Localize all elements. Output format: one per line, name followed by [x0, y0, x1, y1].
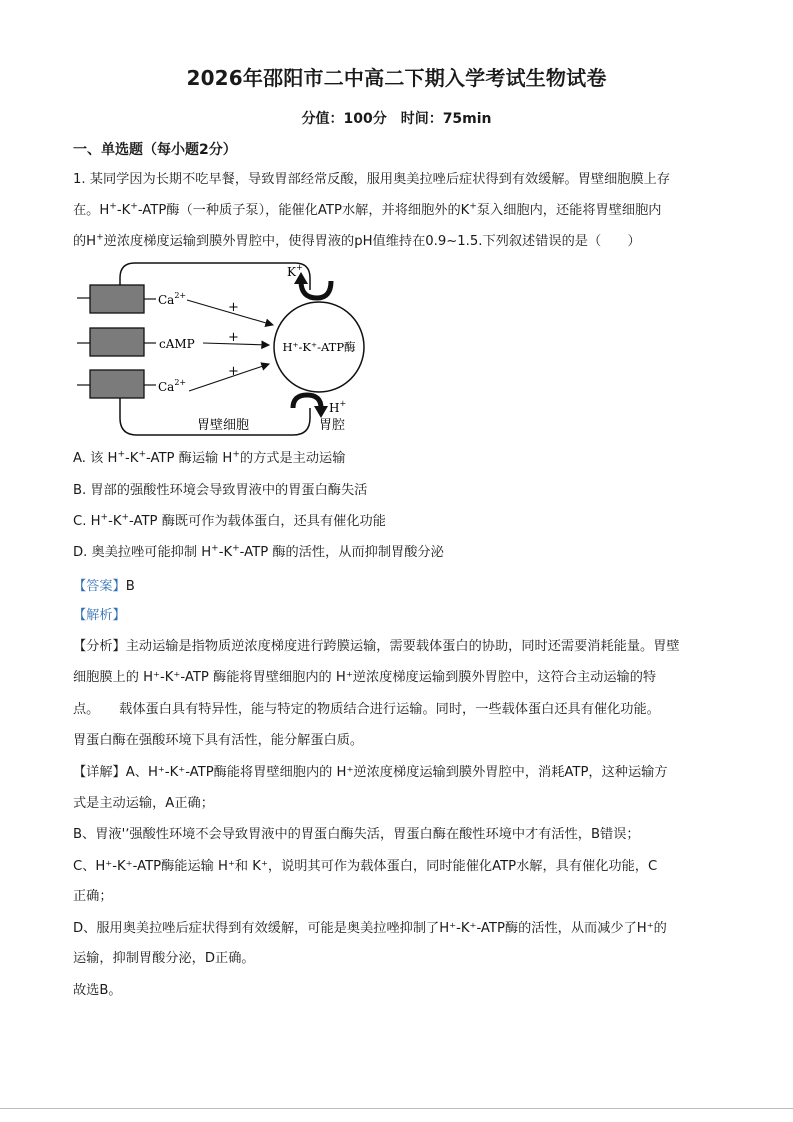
- option-b: B. 胃部的强酸性环境会导致胃液中的胃蛋白酶失活: [73, 483, 368, 498]
- exam-subtitle: 分值：100分 时间：75min: [301, 111, 492, 127]
- answer-label: 【答案】: [73, 579, 126, 594]
- stem-seg: -K: [116, 203, 131, 218]
- analysis-p4-line1: C、H⁺-K⁺-ATP酶能运输 H⁺和 K⁺，说明其可作为载体蛋白，同时能催化ATP水解，具有催化功能，C: [73, 859, 658, 874]
- receptor-top: [90, 285, 144, 313]
- question-stem-line-3: [73, 233, 723, 251]
- analysis-p1-line1: 【分析】主动运输是指物质逆浓度梯度进行跨膜运输，需要载体蛋白的协助，同时还需要消耗能量。胃壁: [73, 639, 680, 654]
- enzyme-label: H⁺-K⁺-ATP酶: [282, 340, 356, 354]
- analysis-conclusion: 故选B。: [73, 983, 122, 998]
- stem-seg: 泵入细胞内，还能将胃壁细胞内: [476, 203, 662, 218]
- analysis-p5-line2: 运输，抑制胃酸分泌，D正确。: [73, 951, 255, 966]
- question-stem-line-1: 1. 某同学因为长期不吃早餐，导致胃部经常反酸，服用奥美拉唑后症状得到有效缓解。胃壁细胞膜上存: [73, 172, 671, 187]
- stem-seg: 在。H: [73, 203, 110, 218]
- lumen-label: 胃腔: [319, 418, 346, 433]
- ca-bottom-label: $Ca^{2+}$: [158, 378, 187, 394]
- sup-plus: +: [469, 201, 477, 212]
- stem-seg: 逆浓度梯度运输到膜外胃腔中，使得胃液的pH值维持在0.9~1.5.下列叙述错误的是（ ）: [103, 234, 641, 249]
- h-label: H+: [329, 399, 347, 415]
- ca-top-label: $Ca^{2+}$: [158, 291, 187, 307]
- plus-sign: +: [228, 364, 239, 379]
- proton-pump-diagram: [73, 258, 373, 443]
- plus-sign: +: [228, 300, 239, 315]
- page-footer-rule: [0, 1108, 793, 1109]
- answer-line: [73, 578, 723, 596]
- analysis-p2-line2: 式是主动运输，A正确；: [73, 796, 214, 811]
- stem-seg: -ATP酶（一种质子泵），能催化ATP水解，并将细胞外的K: [137, 203, 470, 218]
- analysis-p5-line1: D、服用奥美拉唑后症状得到有效缓解，可能是奥美拉唑抑制了H⁺-K⁺-ATP酶的活性，从而减少了H⁺的: [73, 921, 667, 936]
- analysis-p1-line2: 细胞膜上的 H⁺-K⁺-ATP 酶能将胃壁细胞内的 H⁺逆浓度梯度运输到膜外胃腔中，这符合主动运输的特: [73, 670, 657, 685]
- receptor-bottom: [90, 370, 144, 398]
- plus-sign: +: [228, 330, 239, 345]
- k-label: K+: [287, 263, 303, 279]
- analysis-label: 【解析】: [73, 608, 126, 623]
- analysis-p1-line4: 胃蛋白酶在强酸环境下具有活性，能分解蛋白质。: [73, 733, 364, 748]
- cell-label: 胃壁细胞: [197, 418, 250, 433]
- sup-plus: +: [130, 201, 138, 212]
- option-c: C. H+-K+-ATP 酶既可作为载体蛋白，还具有催化功能: [73, 512, 386, 529]
- answer-value: B: [125, 579, 135, 594]
- sup-plus: +: [96, 232, 104, 243]
- exam-title: 2026年邵阳市二中高二下期入学考试生物试卷: [186, 66, 607, 90]
- section-heading: 一、单选题（每小题2分）: [73, 142, 237, 158]
- sup-plus: +: [109, 201, 117, 212]
- analysis-p4-line2: 正确；: [73, 889, 113, 904]
- option-a: A. 该 H+-K+-ATP 酶运输 H+的方式是主动运输: [73, 449, 346, 466]
- receptor-middle: [90, 328, 144, 356]
- analysis-p1-line3: 点。 载体蛋白具有特异性，能与特定的物质结合进行运输。同时，一些载体蛋白还具有催化功能。: [73, 702, 660, 717]
- question-stem-line-2: [73, 202, 723, 220]
- stem-seg: 的H: [73, 234, 97, 249]
- analysis-p3-line1: B、胃液'ʼ强酸性环境不会导致胃液中的胃蛋白酶失活，胃蛋白酶在酸性环境中才有活性，B错误；: [73, 827, 640, 842]
- camp-label: cAMP: [159, 337, 195, 351]
- option-d: D. 奥美拉唑可能抑制 H+-K+-ATP 酶的活性，从而抑制胃酸分泌: [73, 543, 444, 560]
- analysis-p2-line1: 【详解】A、H⁺-K⁺-ATP酶能将胃壁细胞内的 H⁺逆浓度梯度运输到膜外胃腔中，消耗ATP，这种运输方: [73, 765, 668, 780]
